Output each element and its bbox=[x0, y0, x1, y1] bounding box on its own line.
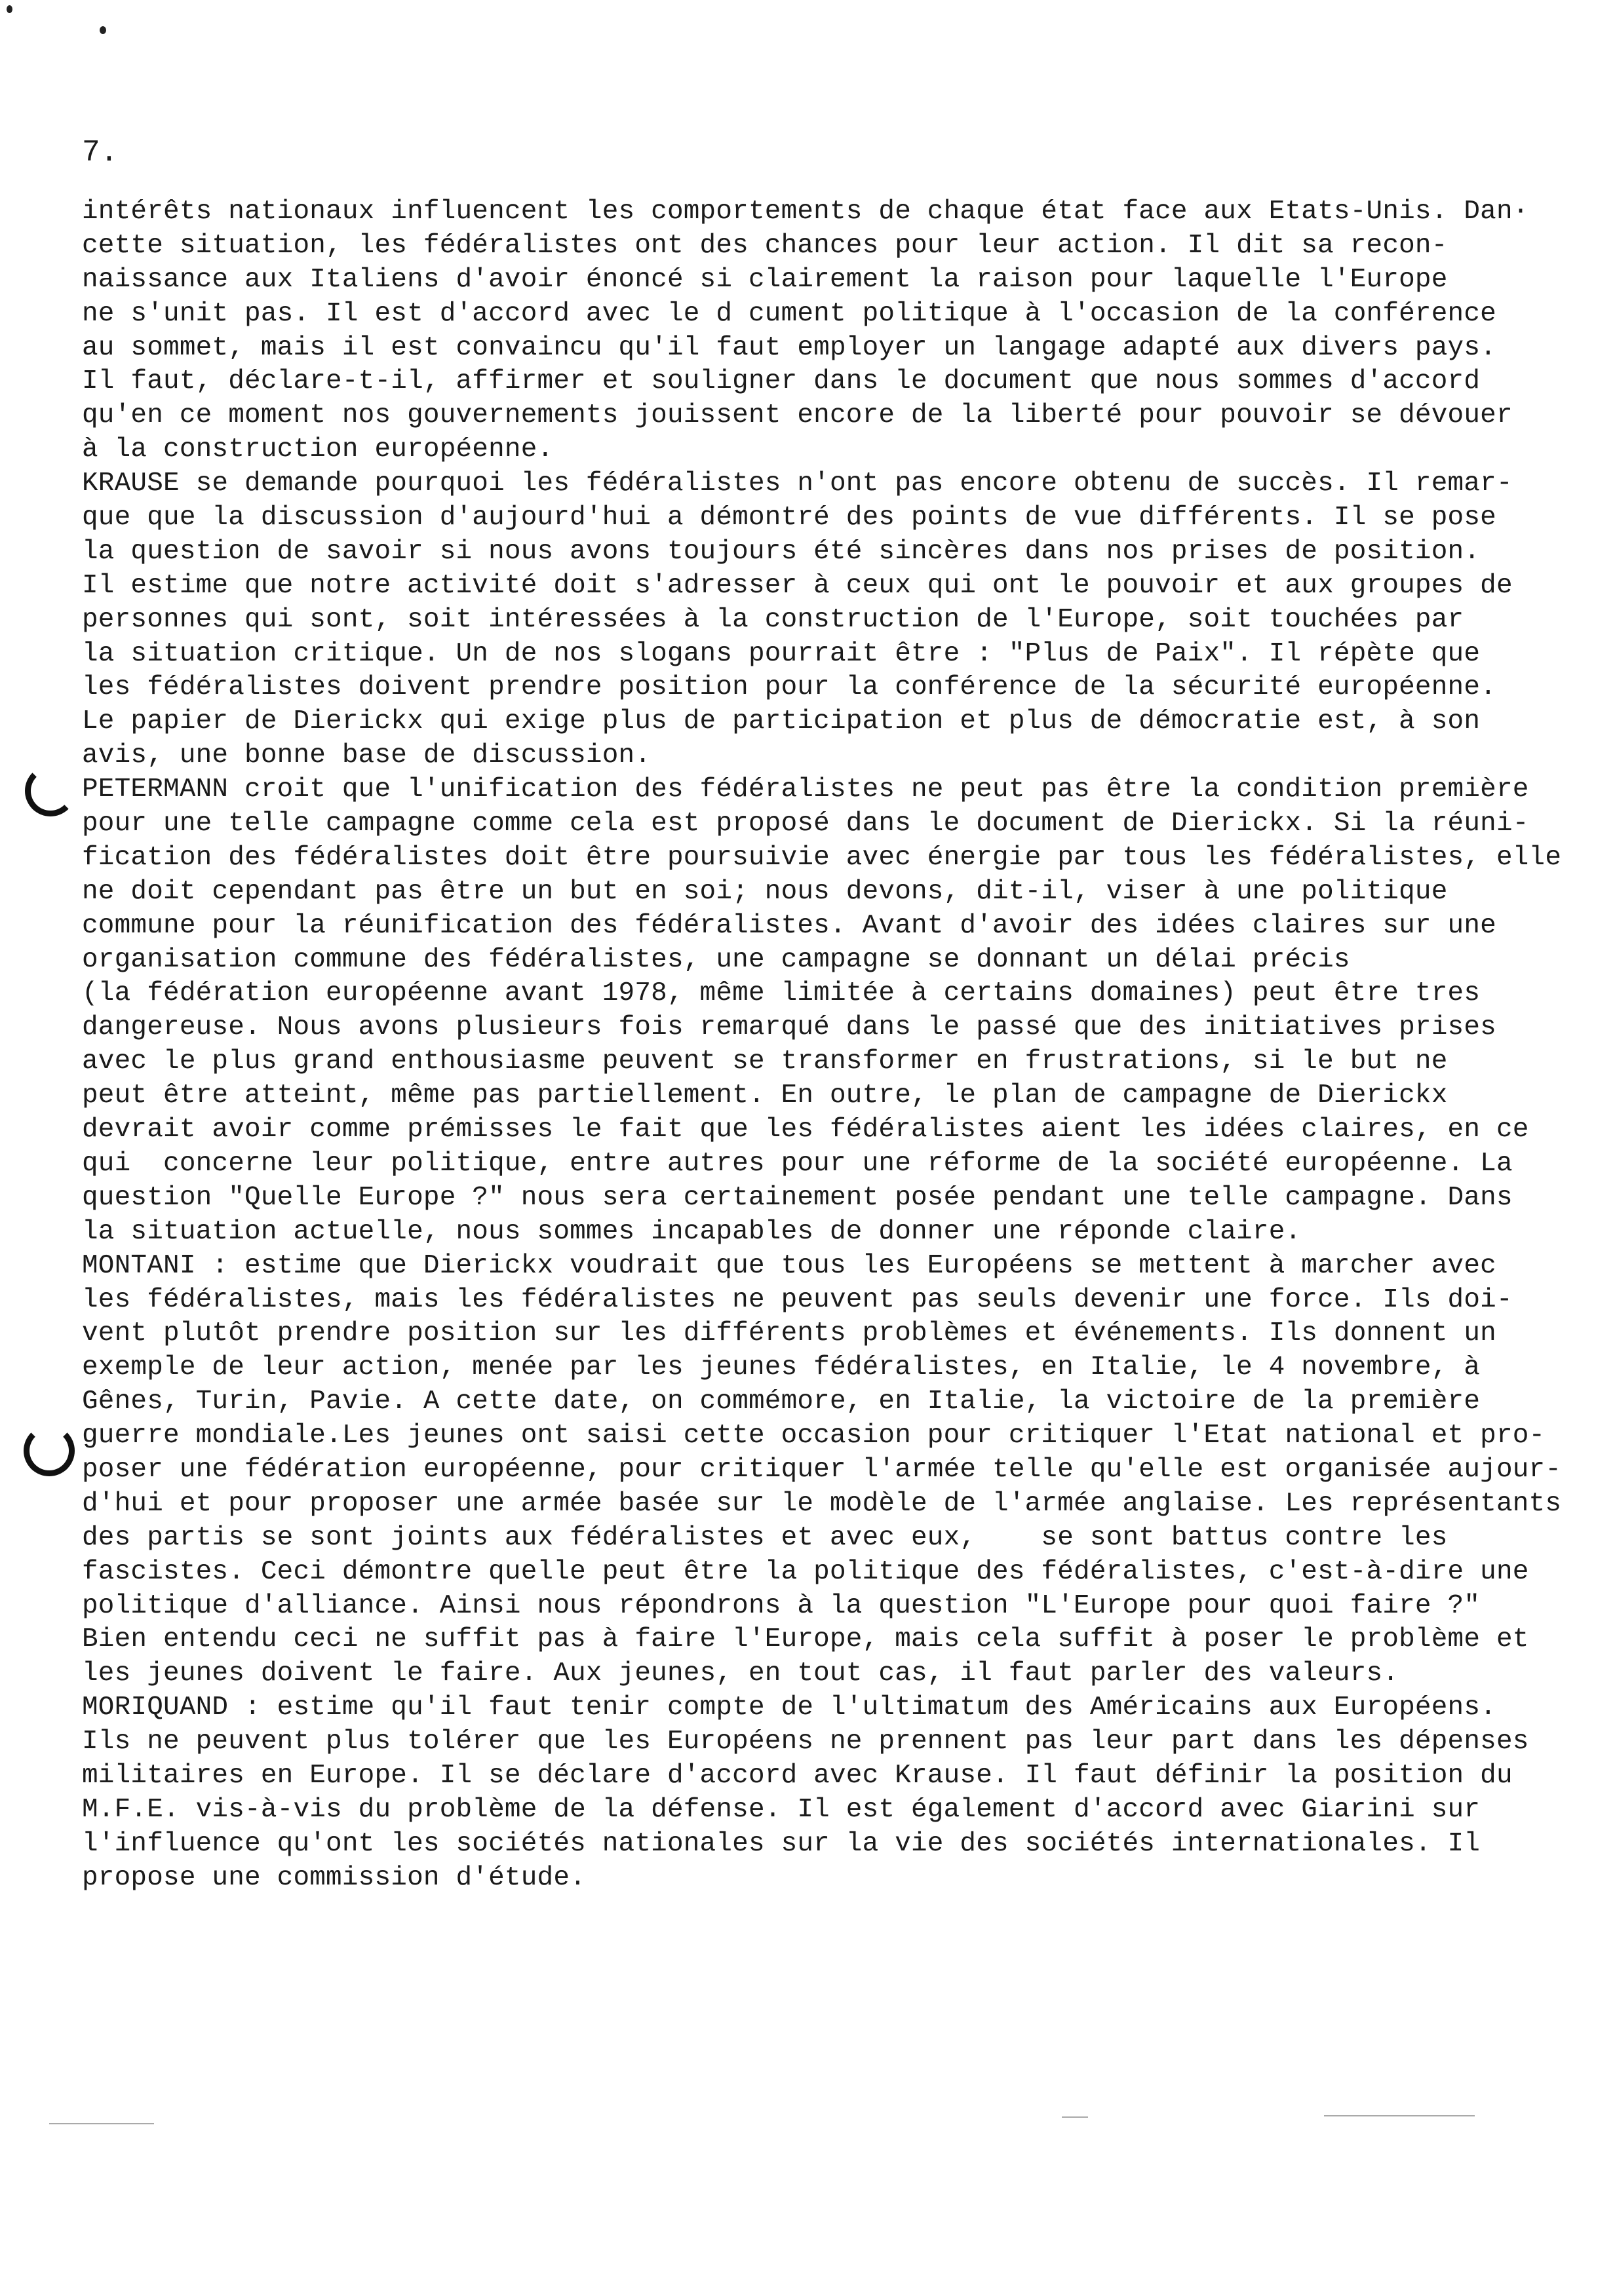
scan-mark bbox=[1062, 2116, 1088, 2118]
page-number: 7. bbox=[82, 136, 119, 170]
text-line: qu'en ce moment nos gouvernements jouissent encore de la liberté pour pouvoir se dévouer bbox=[82, 400, 1513, 431]
text-line: devrait avoir comme prémisses le fait que les fédéralistes aient les idées claires, en ce bbox=[82, 1115, 1529, 1145]
text-line: exemple de leur action, menée par les jeunes fédéralistes, en Italie, le 4 novembre, à bbox=[82, 1352, 1481, 1383]
text-line: à la construction européenne. bbox=[82, 434, 554, 465]
text-line: commune pour la réunification des fédéralistes. Avant d'avoir des idées claires sur une bbox=[82, 910, 1496, 941]
text-line: fication des fédéralistes doit être poursuivie avec énergie par tous les fédéralistes, elle bbox=[82, 842, 1562, 873]
text-line: que que la discussion d'aujourd'hui a démontré des points de vue différents. Il se pose bbox=[82, 503, 1496, 533]
text-line: la situation actuelle, nous sommes incapables de donner une réponde claire. bbox=[82, 1216, 1302, 1247]
text-line: avis, une bonne base de discussion. bbox=[82, 740, 652, 771]
text-line: les jeunes doivent le faire. Aux jeunes, en tout cas, il faut parler des valeurs. bbox=[82, 1658, 1399, 1689]
text-line: dangereuse. Nous avons plusieurs fois remarqué dans le passé que des initiatives prises bbox=[82, 1012, 1496, 1043]
text-line: politique d'alliance. Ainsi nous répondrons à la question "L'Europe pour quoi faire ?" bbox=[82, 1590, 1481, 1621]
text-line: Le papier de Dierickx qui exige plus de participation et plus de démocratie est, à son bbox=[82, 706, 1481, 737]
text-line: peut être atteint, même pas partiellement. En outre, le plan de campagne de Dierickx bbox=[82, 1081, 1448, 1111]
text-line: M.F.E. vis-à-vis du problème de la défense. Il est également d'accord avec Giarini sur bbox=[82, 1794, 1481, 1825]
document-body bbox=[82, 195, 1583, 1896]
text-line: KRAUSE se demande pourquoi les fédéralistes n'ont pas encore obtenu de succès. Il remar- bbox=[82, 469, 1513, 499]
text-line: la question de savoir si nous avons toujours été sincères dans nos prises de position. bbox=[82, 536, 1481, 567]
text-line: organisation commune des fédéralistes, une campagne se donnant un délai précis bbox=[82, 944, 1350, 975]
text-line: Il estime que notre activité doit s'adresser à ceux qui ont le pouvoir et aux groupes de bbox=[82, 570, 1513, 601]
text-line: d'hui et pour proposer une armée basée sur le modèle de l'armée anglaise. Les représentants bbox=[82, 1488, 1562, 1519]
text-line: propose une commission d'étude. bbox=[82, 1862, 586, 1893]
scan-speck bbox=[7, 5, 12, 13]
scan-mark bbox=[1324, 2115, 1475, 2116]
text-line: Il faut, déclare-t-il, affirmer et souligner dans le document que nous sommes d'accord bbox=[82, 366, 1481, 397]
text-line: ne doit cependant pas être un but en soi; nous devons, dit-il, viser à une politique bbox=[82, 876, 1448, 907]
text-line: les fédéralistes, mais les fédéralistes ne peuvent pas seuls devenir une force. Ils doi- bbox=[82, 1284, 1513, 1315]
margin-bracket-mark bbox=[25, 765, 76, 816]
text-line: les fédéralistes doivent prendre position pour la conférence de la sécurité européenne. bbox=[82, 672, 1496, 703]
scan-mark bbox=[49, 2123, 154, 2124]
text-line: guerre mondiale.Les jeunes ont saisi cette occasion pour critiquer l'Etat national et pro- bbox=[82, 1421, 1546, 1451]
text-line: PETERMANN croit que l'unification des fédéralistes ne peut pas être la condition première bbox=[82, 775, 1529, 805]
text-line: cette situation, les fédéralistes ont des chances pour leur action. Il dit sa recon- bbox=[82, 230, 1448, 261]
text-line: personnes qui sont, soit intéressées à la construction de l'Europe, soit touchées par bbox=[82, 604, 1464, 635]
text-line: militaires en Europe. Il se déclare d'accord avec Krause. Il faut définir la position du bbox=[82, 1760, 1513, 1791]
text-line: vent plutôt prendre position sur les différents problèmes et événements. Ils donnent un bbox=[82, 1318, 1496, 1349]
text-line: Gênes, Turin, Pavie. A cette date, on commémore, en Italie, la victoire de la première bbox=[82, 1387, 1481, 1417]
text-line: Ils ne peuvent plus tolérer que les Européens ne prennent pas leur part dans les dépenses bbox=[82, 1727, 1529, 1757]
text-line: MORIQUAND : estime qu'il faut tenir compte de l'ultimatum des Américains aux Européens. bbox=[82, 1693, 1496, 1723]
text-line: MONTANI : estime que Dierickx voudrait que tous les Européens se mettent à marcher avec bbox=[82, 1250, 1496, 1281]
text-line: des partis se sont joints aux fédéralistes et avec eux, se sont battus contre les bbox=[82, 1522, 1448, 1553]
text-line: l'influence qu'ont les sociétés nationales sur la vie des sociétés internationales. Il bbox=[82, 1828, 1481, 1859]
margin-bracket-mark bbox=[24, 1425, 75, 1476]
text-line: au sommet, mais il est convaincu qu'il faut employer un langage adapté aux divers pays. bbox=[82, 332, 1496, 363]
text-line: pour une telle campagne comme cela est proposé dans le document de Dierickx. Si la réuni- bbox=[82, 809, 1529, 839]
text-line: avec le plus grand enthousiasme peuvent se transformer en frustrations, si le but ne bbox=[82, 1046, 1448, 1077]
text-line: Bien entendu ceci ne suffit pas à faire l'Europe, mais cela suffit à poser le problème et bbox=[82, 1624, 1529, 1655]
text-line: (la fédération européenne avant 1978, même limitée à certains domaines) peut être tres bbox=[82, 978, 1481, 1009]
text-line: naissance aux Italiens d'avoir énoncé si clairement la raison pour laquelle l'Europe bbox=[82, 264, 1448, 295]
text-line: question "Quelle Europe ?" nous sera certainement posée pendant une telle campagne. Dans bbox=[82, 1182, 1513, 1213]
text-line: qui concerne leur politique, entre autres pour une réforme de la société européenne. La bbox=[82, 1148, 1513, 1179]
text-line: la situation critique. Un de nos slogans pourrait être : "Plus de Paix". Il répète que bbox=[82, 638, 1481, 669]
scan-speck bbox=[100, 26, 106, 34]
text-line: ne s'unit pas. Il est d'accord avec le d cument politique à l'occasion de la conférence bbox=[82, 298, 1496, 329]
text-line: poser une fédération européenne, pour critiquer l'armée telle qu'elle est organisée aujour- bbox=[82, 1454, 1562, 1485]
text-line: fascistes. Ceci démontre quelle peut être la politique des fédéralistes, c'est-à-dire une bbox=[82, 1556, 1529, 1587]
text-line: intérêts nationaux influencent les comportements de chaque état face aux Etats-Unis. Dan· bbox=[82, 197, 1529, 227]
